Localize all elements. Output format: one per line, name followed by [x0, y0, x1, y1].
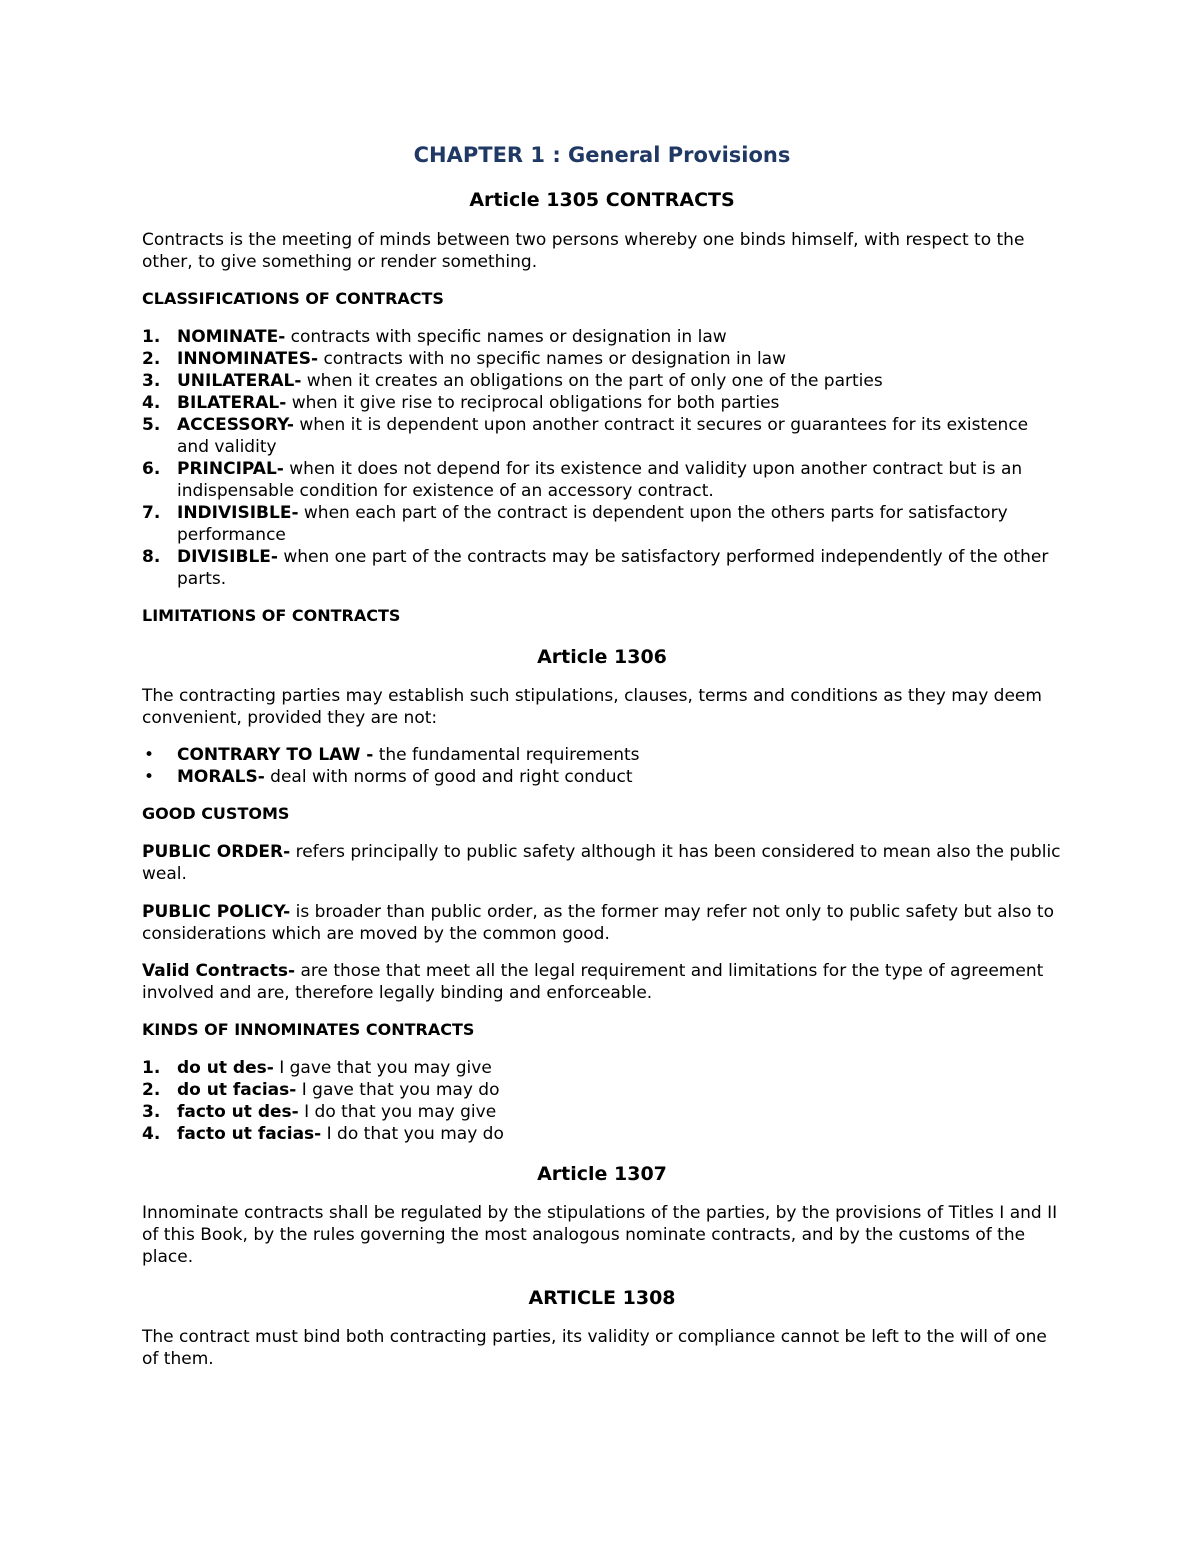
- list-item: [142, 744, 1062, 766]
- term: DIVISIBLE-: [177, 547, 278, 567]
- definition: I gave that you may give: [273, 1058, 492, 1078]
- definition: I do that you may give: [298, 1102, 497, 1122]
- article-1306-text: The contracting parties may establish such stipulations, clauses, terms and conditions as they may deem convenient, provided they are not:: [142, 686, 1042, 728]
- bullet-icon: •: [144, 745, 155, 765]
- list-number: 5.: [142, 415, 161, 435]
- classifications-list: [142, 326, 1062, 590]
- good-customs-heading: GOOD CUSTOMS: [142, 804, 290, 823]
- definition: when one part of the contracts may be satisfactory performed independently of the other parts.: [177, 547, 1049, 589]
- list-number: 1.: [142, 327, 161, 347]
- kinds-heading: KINDS OF INNOMINATES CONTRACTS: [142, 1020, 475, 1039]
- list-item: [142, 502, 1062, 546]
- classifications-heading: CLASSIFICATIONS OF CONTRACTS: [142, 289, 444, 308]
- term: facto ut facias-: [177, 1124, 322, 1144]
- term: CONTRARY TO LAW -: [177, 745, 374, 765]
- public-order-paragraph: [142, 841, 1062, 885]
- definition: when it is dependent upon another contract it secures or guarantees for its existence and validity: [177, 415, 1029, 457]
- definition: are those that meet all the legal requirement and limitations for the type of agreement involved and are, therefore legally binding and enforceable.: [142, 961, 1044, 1003]
- term: ACCESSORY-: [177, 415, 294, 435]
- term: facto ut des-: [177, 1102, 299, 1122]
- definition: the fundamental requirements: [373, 745, 640, 765]
- bullet-icon: •: [144, 767, 155, 787]
- term: do ut des-: [177, 1058, 274, 1078]
- chapter-title: CHAPTER 1 : General Provisions: [413, 143, 791, 167]
- article-1307-heading: Article 1307: [537, 1163, 667, 1185]
- term: MORALS-: [177, 767, 265, 787]
- term: NOMINATE-: [177, 327, 286, 347]
- list-item: [142, 370, 1062, 392]
- kinds-list: [142, 1057, 1062, 1145]
- definition: when it give rise to reciprocal obligations for both parties: [286, 393, 780, 413]
- article-1305-heading: Article 1305 CONTRACTS: [469, 189, 735, 211]
- definition: is broader than public order, as the former may refer not only to public safety but also to considerations which are moved by the common good.: [142, 902, 1054, 944]
- term: INNOMINATES-: [177, 349, 319, 369]
- list-number: 2.: [142, 349, 161, 369]
- term: UNILATERAL-: [177, 371, 302, 391]
- definition: when it creates an obligations on the part of only one of the parties: [301, 371, 883, 391]
- term: INDIVISIBLE-: [177, 503, 299, 523]
- article-1307-text: Innominate contracts shall be regulated by the stipulations of the parties, by the provisions of Titles I and II of this Book, by the rules governing the most analogous nominate contracts, and by the customs of the place.: [142, 1203, 1058, 1267]
- list-item: [142, 1057, 1062, 1079]
- definition: I gave that you may do: [296, 1080, 500, 1100]
- article-1305-text: Contracts is the meeting of minds between two persons whereby one binds himself, with respect to the other, to give something or render something.: [142, 230, 1025, 272]
- list-item: [142, 1079, 1062, 1101]
- article-1306-heading: Article 1306: [537, 646, 667, 668]
- list-item: [142, 1101, 1062, 1123]
- list-item: [142, 1123, 1062, 1145]
- document-page: [142, 140, 1062, 1370]
- list-item: [142, 766, 1062, 788]
- limitations-list: [142, 744, 1062, 788]
- list-number: 4.: [142, 1124, 161, 1144]
- definition: deal with norms of good and right conduct: [264, 767, 633, 787]
- list-item: [142, 348, 1062, 370]
- list-number: 3.: [142, 371, 161, 391]
- term: PUBLIC ORDER-: [142, 842, 291, 862]
- definition: refers principally to public safety although it has been considered to mean also the public weal.: [142, 842, 1061, 884]
- public-policy-paragraph: [142, 901, 1062, 945]
- valid-contracts-paragraph: [142, 960, 1062, 1004]
- list-item: [142, 458, 1062, 502]
- definition: when it does not depend for its existence and validity upon another contract but is an indispensable condition for existence of an accessory contract.: [177, 459, 1023, 501]
- article-1308-text: The contract must bind both contracting parties, its validity or compliance cannot be left to the will of one of them.: [142, 1327, 1047, 1369]
- list-item: [142, 326, 1062, 348]
- limitations-heading: LIMITATIONS OF CONTRACTS: [142, 606, 401, 625]
- list-item: [142, 546, 1062, 590]
- list-number: 2.: [142, 1080, 161, 1100]
- list-item: [142, 392, 1062, 414]
- list-number: 6.: [142, 459, 161, 479]
- list-item: [142, 414, 1062, 458]
- list-number: 3.: [142, 1102, 161, 1122]
- term: do ut facias-: [177, 1080, 297, 1100]
- definition: when each part of the contract is dependent upon the others parts for satisfactory performance: [177, 503, 1008, 545]
- list-number: 8.: [142, 547, 161, 567]
- list-number: 1.: [142, 1058, 161, 1078]
- term: Valid Contracts-: [142, 961, 296, 981]
- definition: I do that you may do: [321, 1124, 504, 1144]
- list-number: 4.: [142, 393, 161, 413]
- article-1308-heading: ARTICLE 1308: [528, 1287, 676, 1309]
- definition: contracts with no specific names or designation in law: [318, 349, 786, 369]
- term: BILATERAL-: [177, 393, 287, 413]
- term: PUBLIC POLICY-: [142, 902, 291, 922]
- definition: contracts with specific names or designation in law: [285, 327, 727, 347]
- term: PRINCIPAL-: [177, 459, 284, 479]
- list-number: 7.: [142, 503, 161, 523]
